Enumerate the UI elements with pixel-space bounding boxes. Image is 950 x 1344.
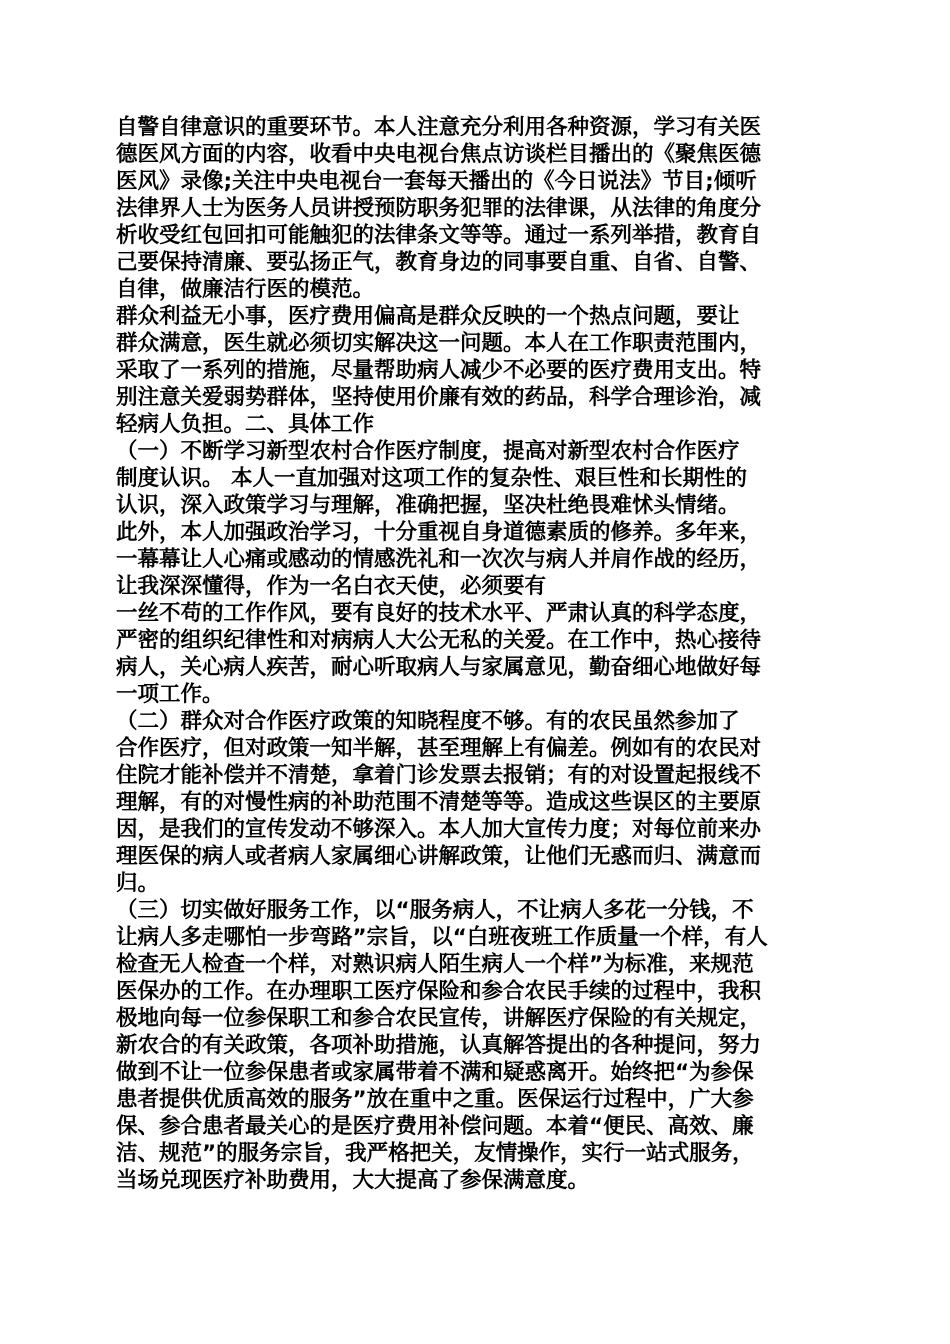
text-line: 轻病人负担。二、具体工作 bbox=[116, 412, 375, 437]
text-line: 让病人多走哪怕一步弯路”宗旨，以“白班夜班工作质量一个样，有人 bbox=[116, 925, 768, 950]
text-line: 采取了一系列的措施，尽量帮助病人减少不必要的医疗费用支出。特 bbox=[116, 358, 762, 383]
text-line: 检查无人检查一个样，对熟识病人陌生病人一个样”为标准，来规范 bbox=[116, 952, 754, 977]
text-line: 因，是我们的宣传发动不够深入。本人加大宣传力度；对每位前来办 bbox=[116, 817, 762, 842]
text-line: 让我深深懂得，作为一名白衣天使，必须要有 bbox=[116, 574, 547, 599]
text-line: （三）切实做好服务工作，以“服务病人，不让病人多花一分钱，不 bbox=[116, 898, 754, 923]
text-line: 住院才能补偿并不清楚，拿着门诊发票去报销；有的对设置起报线不 bbox=[116, 763, 762, 788]
text-line: 一幕幕让人心痛或感动的情感洗礼和一次次与病人并肩作战的经历， bbox=[116, 547, 762, 572]
text-line: （二）群众对合作医疗政策的知晓程度不够。有的农民虽然参加了 bbox=[116, 709, 740, 734]
document-body bbox=[116, 114, 836, 1194]
text-line: 理解，有的对慢性病的补助范围不清楚等等。造成这些误区的主要原 bbox=[116, 790, 762, 815]
text-line: 群众满意，医生就必须切实解决这一问题。本人在工作职责范围内， bbox=[116, 331, 762, 356]
text-line: 极地向每一位参保职工和参合农民宣传，讲解医疗保险的有关规定， bbox=[116, 1006, 762, 1031]
text-line: 严密的组织纪律性和对病病人大公无私的关爱。在工作中，热心接待 bbox=[116, 628, 762, 653]
text-line: 德医风方面的内容，收看中央电视台焦点访谈栏目播出的《聚焦医德 bbox=[116, 142, 762, 167]
text-line: （一）不断学习新型农村合作医疗制度，提高对新型农村合作医疗 bbox=[116, 439, 740, 464]
text-line: 理医保的病人或者病人家属细心讲解政策，让他们无惑而归、满意而 bbox=[116, 844, 762, 869]
text-line: 自律，做廉洁行医的模范。 bbox=[116, 277, 375, 302]
text-line: 医风》录像;关注中央电视台一套每天播出的《今日说法》节目;倾听 bbox=[116, 169, 757, 194]
text-line: 一项工作。 bbox=[116, 682, 224, 707]
text-line: 自警自律意识的重要环节。本人注意充分利用各种资源，学习有关医 bbox=[116, 115, 762, 140]
text-line: 当场兑现医疗补助费用，大大提高了参保满意度。 bbox=[116, 1168, 590, 1193]
text-line: 认识，深入政策学习与理解，准确把握，坚决杜绝畏难怵头情绪。 bbox=[116, 493, 740, 518]
text-line: 制度认识。 本人一直加强对这项工作的复杂性、艰巨性和长期性的 bbox=[116, 466, 747, 491]
text-line: 此外，本人加强政治学习，十分重视自身道德素质的修养。多年来， bbox=[116, 520, 762, 545]
text-line: 做到不让一位参保患者或家属带着不满和疑惑离开。始终把“为参保 bbox=[116, 1060, 754, 1085]
text-line: 合作医疗，但对政策一知半解，甚至理解上有偏差。例如有的农民对 bbox=[116, 736, 762, 761]
text-line: 保、参合患者最关心的是医疗费用补偿问题。本着“便民、高效、廉 bbox=[116, 1114, 754, 1139]
text-line: 病人，关心病人疾苦，耐心听取病人与家属意见，勤奋细心地做好每 bbox=[116, 655, 762, 680]
text-line: 别注意关爱弱势群体，坚持使用价廉有效的药品，科学合理诊治，减 bbox=[116, 385, 762, 410]
text-line: 患者提供优质高效的服务”放在重中之重。医保运行过程中，广大参 bbox=[116, 1087, 754, 1112]
text-line: 群众利益无小事，医疗费用偏高是群众反映的一个热点问题，要让 bbox=[116, 304, 740, 329]
text-line: 归。 bbox=[116, 871, 160, 896]
text-line: 法律界人士为医务人员讲授预防职务犯罪的法律课，从法律的角度分 bbox=[116, 196, 762, 221]
text-line: 洁、规范”的服务宗旨，我严格把关，友情操作，实行一站式服务， bbox=[116, 1141, 754, 1166]
text-line: 一丝不苟的工作作风，要有良好的技术水平、严肃认真的科学态度， bbox=[116, 601, 762, 626]
text-line: 析收受红包回扣可能触犯的法律条文等等。通过一系列举措，教育自 bbox=[116, 223, 762, 248]
text-line: 新农合的有关政策，各项补助措施，认真解答提出的各种提问，努力 bbox=[116, 1033, 762, 1058]
text-line: 医保办的工作。在办理职工医疗保险和参合农民手续的过程中，我积 bbox=[116, 979, 762, 1004]
text-line: 己要保持清廉、要弘扬正气，教育身边的同事要自重、自省、自警、 bbox=[116, 250, 762, 275]
